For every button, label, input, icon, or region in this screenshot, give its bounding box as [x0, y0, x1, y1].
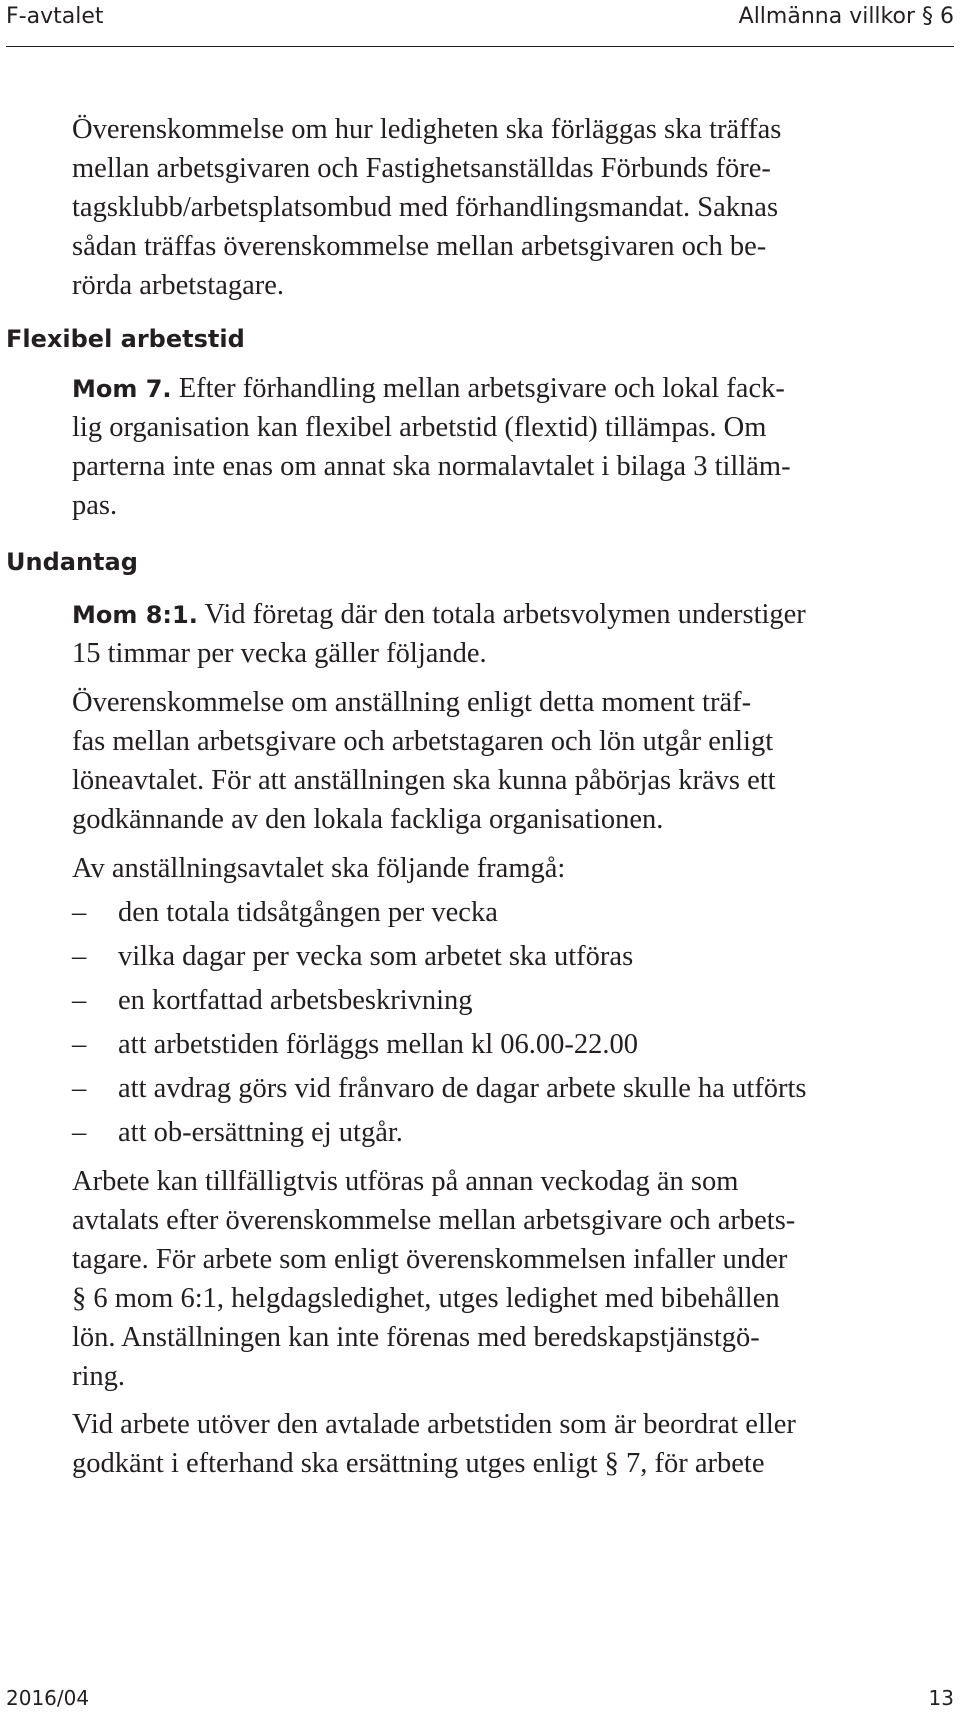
text-line: mellan arbetsgivaren och Fastighetsanställdas Förbunds före-	[72, 153, 771, 184]
text-line: godkänt i efterhand ska ersättning utges enligt § 7, för arbete	[72, 1448, 765, 1479]
footer-date: 2016/04	[6, 1686, 90, 1710]
text-line: 15 timmar per vecka gäller följande.	[72, 638, 487, 669]
text-line: Vid företag där den totala arbetsvolymen understiger	[197, 599, 806, 630]
header-section: Allmänna villkor § 6	[738, 4, 954, 29]
dash-bullet: –	[72, 941, 87, 972]
section-heading-flex: Flexibel arbetstid	[6, 325, 245, 353]
text-line: avtalats efter överenskommelse mellan arbetsgivare och arbets-	[72, 1205, 796, 1236]
dash-bullet: –	[72, 897, 87, 928]
text-line: ring.	[72, 1361, 126, 1392]
list-item	[72, 1025, 638, 1064]
list-item-text: vilka dagar per vecka som arbetet ska utföras	[118, 941, 634, 972]
dash-bullet: –	[72, 1117, 87, 1148]
list-item-text: en kortfattad arbetsbeskrivning	[118, 985, 473, 1016]
dash-bullet: –	[72, 985, 87, 1016]
list-item-text: den totala tidsåtgången per vecka	[118, 897, 498, 928]
text-line: pas.	[72, 490, 118, 521]
text-line: lig organisation kan flexibel arbetstid (flextid) tillämpas. Om	[72, 412, 767, 443]
text-line: fas mellan arbetsgivare och arbetstagaren och lön utgår enligt	[72, 726, 774, 757]
mom-label: Mom 7.	[72, 375, 172, 403]
section-heading-undantag: Undantag	[6, 548, 138, 576]
list-item	[72, 937, 633, 976]
mom-label: Mom 8:1.	[72, 601, 198, 629]
text-line: godkännande av den lokala fackliga organisationen.	[72, 804, 664, 835]
text-line: Arbete kan tillfälligtvis utföras på annan veckodag än som	[72, 1166, 739, 1197]
list-item	[72, 1069, 806, 1108]
text-line: rörda arbetstagare.	[72, 270, 285, 301]
list-item-text: att avdrag görs vid frånvaro de dagar arbete skulle ha utförts	[118, 1073, 807, 1104]
text-line: tagsklubb/arbetsplatsombud med förhandlingsmandat. Saknas	[72, 192, 779, 223]
text-line: parterna inte enas om annat ska normalavtalet i bilaga 3 tilläm-	[72, 451, 791, 482]
page-number: 13	[928, 1686, 954, 1710]
dash-bullet: –	[72, 1073, 87, 1104]
text-line: Vid arbete utöver den avtalade arbetstiden som är beordrat eller	[72, 1409, 796, 1440]
dash-bullet: –	[72, 1029, 87, 1060]
list-item-text: att ob-ersättning ej utgår.	[118, 1117, 403, 1148]
list-item	[72, 1113, 403, 1152]
text-line: Efter förhandling mellan arbetsgivare och lokal fack-	[171, 373, 785, 404]
list-item	[72, 893, 498, 932]
list-item	[72, 981, 473, 1020]
text-line: lön. Anställningen kan inte förenas med beredskapstjänstgö-	[72, 1322, 760, 1353]
text-line: Överenskommelse om anställning enligt detta moment träf-	[72, 687, 752, 718]
text-line: § 6 mom 6:1, helgdagsledighet, utges ledighet med bibehållen	[72, 1283, 780, 1314]
header-title: F-avtalet	[6, 4, 104, 29]
list-item-text: att arbetstiden förläggs mellan kl 06.00-22.00	[118, 1029, 638, 1060]
list-intro: Av anställningsavtalet ska följande framgå:	[72, 853, 566, 884]
text-line: sådan träffas överenskommelse mellan arbetsgivaren och be-	[72, 231, 767, 262]
header-divider	[6, 46, 954, 47]
text-line: löneavtalet. För att anställningen ska kunna påbörjas krävs ett	[72, 765, 776, 796]
text-line: Överenskommelse om hur ledigheten ska förläggas ska träffas	[72, 114, 782, 145]
text-line: tagare. För arbete som enligt överenskommelsen infaller under	[72, 1244, 788, 1275]
